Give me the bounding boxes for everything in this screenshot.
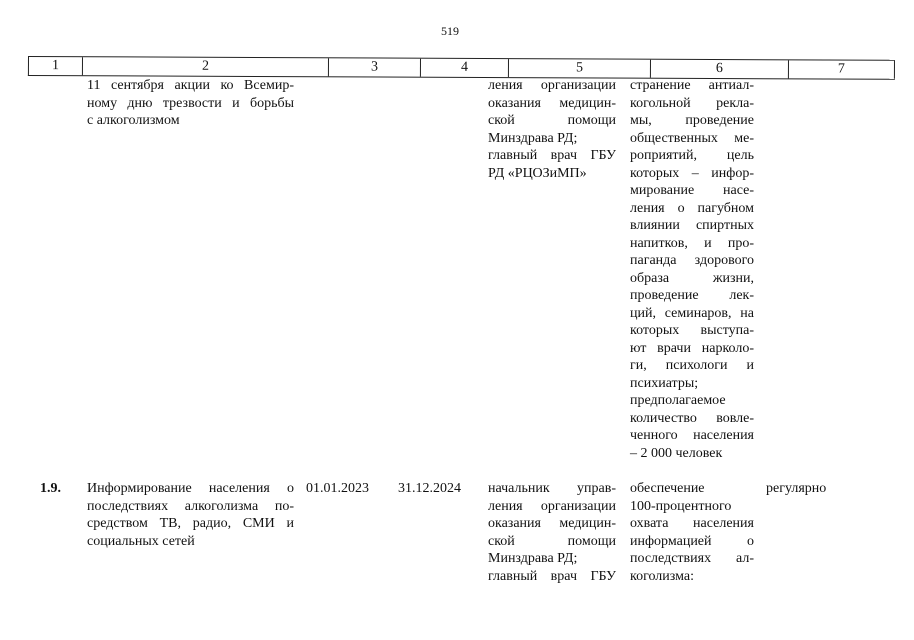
text-line: обеспечение	[630, 481, 705, 496]
text-line: количество вовле-	[630, 410, 754, 426]
text-line: 11 сентября акции ко Всемир-	[87, 78, 294, 93]
column-header-1: 1	[29, 57, 83, 75]
text-line: которых – инфор-	[630, 165, 754, 181]
text-line: мы, проведение	[630, 113, 754, 128]
start-date: 01.01.2023	[306, 481, 369, 496]
text-line: предполагаемое	[630, 393, 726, 408]
column-header-6: 6	[651, 60, 789, 79]
text-line: образа жизни,	[630, 270, 754, 286]
end-date: 31.12.2024	[398, 481, 461, 496]
text-line: мирование насе-	[630, 183, 754, 198]
text-line: главный врач ГБУ	[488, 148, 616, 163]
text-line: – 2 000 человек	[630, 445, 723, 461]
text-line: когольной рекла-	[630, 95, 754, 111]
text-line: напитков, и про-	[630, 235, 754, 251]
continued-result-cell	[630, 77, 754, 462]
text-line: Информирование населения о	[87, 481, 294, 496]
row-1-9-responsible-cell	[488, 480, 616, 585]
text-line: ченного населения	[630, 428, 754, 443]
text-line: ют врачи нарколо-	[630, 340, 754, 356]
text-line: главный врач ГБУ	[488, 568, 616, 584]
text-line: последствиях алкоголизма по-	[87, 498, 294, 514]
text-line: психиатры;	[630, 375, 699, 391]
frequency: регулярно	[766, 481, 827, 496]
column-header-3: 3	[329, 58, 421, 76]
text-line: РД «РЦОЗиМП»	[488, 165, 587, 181]
text-line: ской помощи	[488, 533, 616, 549]
text-line: роприятий, цель	[630, 148, 754, 163]
text-line: странение антиал-	[630, 78, 754, 93]
text-line: средством ТВ, радио, СМИ и	[87, 516, 294, 531]
text-line: последствиях ал-	[630, 551, 754, 566]
text-line: паганда здорового	[630, 253, 754, 268]
text-line: коголизма:	[630, 568, 694, 584]
text-line: социальных сетей	[87, 533, 195, 549]
row-1-9-result-cell	[630, 480, 754, 585]
text-line: ций, семинаров, на	[630, 305, 754, 321]
continued-responsible-cell	[488, 77, 616, 182]
column-header-7: 7	[789, 60, 895, 78]
text-line: влиянии спиртных	[630, 218, 754, 233]
text-line: общественных ме-	[630, 130, 754, 146]
text-line: которых выступа-	[630, 323, 754, 338]
text-line: охвата населения	[630, 516, 754, 531]
column-header-4: 4	[421, 59, 509, 77]
text-line: оказания медицин-	[488, 516, 616, 531]
column-header-5: 5	[509, 59, 651, 78]
text-line: ления организации	[488, 78, 616, 93]
continued-description-cell	[87, 77, 294, 130]
text-line: Минздрава РД;	[488, 551, 578, 566]
text-line: Минздрава РД;	[488, 130, 578, 146]
column-header-2: 2	[83, 57, 329, 76]
row-1-9-description-cell	[87, 480, 294, 550]
text-line: ской помощи	[488, 113, 616, 128]
text-line: ному дню трезвости и борьбы	[87, 95, 294, 111]
text-line: ления организации	[488, 498, 616, 514]
text-line: 100-процентного	[630, 498, 732, 514]
row-number: 1.9.	[40, 481, 61, 496]
page-number: 519	[441, 24, 459, 38]
text-line: проведение лек-	[630, 288, 754, 303]
text-line: ги, психологи и	[630, 358, 754, 373]
text-line: начальник управ-	[488, 481, 616, 496]
text-line: ления о пагубном	[630, 200, 754, 216]
text-line: оказания медицин-	[488, 95, 616, 111]
text-line: информацией о	[630, 533, 754, 549]
text-line: с алкоголизмом	[87, 113, 180, 128]
